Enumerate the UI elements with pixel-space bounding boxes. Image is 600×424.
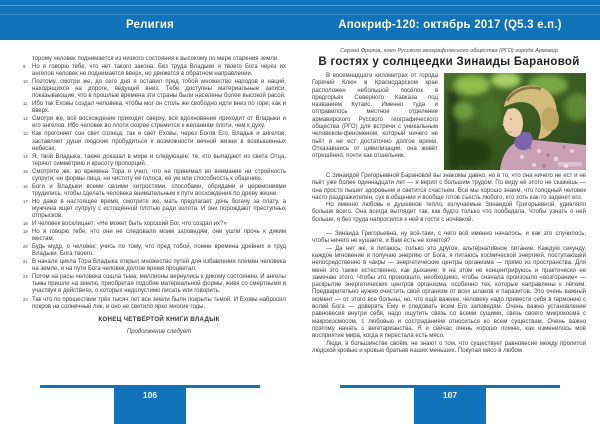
verse-text: Как прогоняет сон свет солнца, так и свет Еховы, через Богов Его, Владык и ангелов, заставляет души людские пробудиться к возможности вечной жизни в возвышенных небесах. <box>32 131 286 152</box>
verse <box>23 259 286 273</box>
verse-number: 22 <box>23 274 28 280</box>
verse <box>23 153 286 168</box>
verse <box>23 296 286 311</box>
verse-text: Но даже в настоящее время, смотрите же, мать предлагает дочь богачу за плату, а мужчина ищет супругу с истощённой плотью ради золота. И они порождают преступных отпрысков. <box>32 198 286 219</box>
verse-number: 21 <box>23 259 28 265</box>
verse-number: 23 <box>23 296 28 302</box>
verse <box>23 244 286 258</box>
verse-list <box>23 56 286 311</box>
verse <box>23 131 286 152</box>
verse-text: Боги и Владыки всеми своими хитростями, способами, обрядами и церемониями трудились, чтобы сделать человека внимательным к пути восхождения по древу жизни. <box>32 183 286 197</box>
verse-text: Смотри же, всё восхождение приходит сверху, всё вдохновение приходит от Владыки и его ангелов. Ибо человек во плоти скорее стремится к желаниям плоти, чем к духу. <box>32 116 286 130</box>
verse-text: В начале цикла Тора Владыка открыл множество путей для избавления племён человека на земле, и на пути Бога человек долгое время процветал. <box>32 259 286 273</box>
verse <box>23 168 286 183</box>
verse <box>23 116 286 130</box>
page-header <box>0 0 600 40</box>
header-stripe <box>0 14 600 15</box>
verse <box>23 229 286 243</box>
verse-number: 11 <box>23 101 28 107</box>
article-paragraph: С Зинаидой Григорьевной Барановой вы знакомы давно, но в то, что она ничего не ест и не пьёт уже более одиннадцати лет — я верил с большим трудом. По виду её этого не скажешь — она просто пышет здоровьем и светится счастьем. Все мы хорошо знаем, что голодный человек часто раздражителен, сух в общении и вообще готов съесть любого, кто хоть как-то заденет его. <box>312 173 586 201</box>
verse-number: 12 <box>23 116 28 122</box>
verse-text: Ибо так Еховы создал человека, чтобы мог он столь же свободно идти вниз по горе, как и вверх. <box>32 101 286 115</box>
verse <box>23 101 286 115</box>
verse-continuation: торому человек поднимается из низкого состояния к высокому по мере старения земли. <box>32 56 279 62</box>
page-number-left: 106 <box>114 385 186 424</box>
article-paragraph: — Да нет же, я питаюсь, только это другое, альтернативное питание. Каждую секунду, каждое мгновение я получаю энергию от Бога, я питаюсь космической энергией, поступающей непосредственно в чакры — энергетические центры организма — прямо из пространства. Для меня это также естественно, как дыхание: я на этом не концентрируюсь и практически не замечаю этого. Чтобы это произошло, необходимо, чтобы сначала произошло «возгорание» — раскрытие энергетических центров организма, особенно тех, которые направлены к лёгким. Предварительно нужно очистить свой организм от всех шлаков и паразитов. Это очень важный момент — от этого все больны, но, что ещё важнее, человеку надо привести себя в гармонию с волей Бога — доверять Ему и следовать всем Его заповедям. Очень важно установление равновесия внутри себя, надо ощутить связь со всеми сущими, связь своего микрокосма с макрокосмосом, с любовью и состраданием относиться ко всем существам. Очень важно поэтому начать с вегетарианства. Я и сейчас очень хорошо помню, как изменилось моё восприятие мира, когда я перестала есть мясо. <box>312 245 586 340</box>
verse <box>23 183 286 198</box>
verse-text: Я, твой Владыка, также доказал в мире и следующее: те, кто выпадают из света Отца, теряют симметрию и красоту пропорций. <box>32 153 286 167</box>
verse-text: Но я говорю тебе, что они не следовали моим заповедям, они ушли прочь к диким местам. <box>32 229 286 243</box>
verse <box>23 64 286 78</box>
verse-number: 13 <box>23 131 28 137</box>
spread-body <box>0 40 600 424</box>
left-page <box>0 40 300 424</box>
verse <box>23 274 286 295</box>
article-paragraph: В восемнадцати километрах от города Горячий Ключ в Краснодарском крае расположен небольшой посёлок в предгорьях Северного Кавказа под названием Кутаис. Именно туда и отправилось местное отделение армавирского Русского географического общества (РГО) для встречи с уникальным человеком-феноменом, который ничего не пьёт и не ест достаточно долгое время. Отказавшись от цивилизации, она живёт отрешённо, почти как отшельник. <box>312 73 438 160</box>
article-paragraph: Но именно любовь и душевное тепло, излучаемые Зинаидой Григорьевной, удивляло больше всего. Она всегда выглядит так, как будто только что пообедала. Чтобы узнать о ней больше, я без труда напросился к ней в гости с ночёвкой. <box>312 202 586 223</box>
verse-text: И человек восклицает: «Не может быть хороший Бог, что создал их?» <box>32 221 227 228</box>
verse-number: 10 <box>23 79 28 85</box>
book-end-line: КОНЕЦ ЧЕТВЁРТОЙ КНИГИ ВЛАДЫК <box>98 315 220 323</box>
article-body <box>312 73 586 355</box>
photo-illustration <box>444 73 586 170</box>
right-page-footer <box>300 385 600 424</box>
verse <box>23 198 286 220</box>
verse-text: Но я говорю тебе, что нет такого закона. Без труда Владыки и твоего Бога через их ангелов человек не поднимается вверх, но движется в обратном направлении. <box>32 64 286 78</box>
to-be-continued: Продолжение следует <box>126 328 192 335</box>
verse-text: Так что по прошествии трёх тысяч лет все земли были покрыты тьмой. И Еховы набросил покров на солнечный лик, и оно не светило ярко многие годы. <box>32 296 286 310</box>
verse-number: 19 <box>23 229 28 235</box>
verse-number: 16 <box>23 183 28 189</box>
left-page-footer <box>0 385 300 424</box>
article-paragraph: — Зинаида Григорьевна, ну всё-таки, с чего всё именно началось, и как это случилось, чтобы ничего не кушаете, и Вам есть не хочется? <box>312 231 586 245</box>
right-page <box>300 40 600 424</box>
verse-number: 15 <box>23 168 28 174</box>
verse-text: Будь мудр, о человек; учись по тому, что пред тобой, помни времена древних и труд Владыки, Бога твоего. <box>32 244 286 258</box>
page-number-right: 107 <box>414 385 486 424</box>
article-paragraph: Люди, в большинстве своём, не знают о том, что существует равновесие между пролитой людской кровью и кровью братьев наших меньших. Покупая мясо в любом <box>312 340 586 354</box>
verse-number: 14 <box>23 153 28 159</box>
photo-zinaida-baranova <box>444 73 586 170</box>
section-title: Религия <box>125 19 175 31</box>
verse-number: 18 <box>23 221 28 227</box>
author-line: Сергей Фролов, член Русского географического общества (РГО) города Армавир <box>340 48 558 54</box>
issue-title: Апокриф-120: октябрь 2017 (Q5.3 е.п.) <box>338 19 562 31</box>
verse <box>23 79 286 100</box>
verse <box>23 221 286 228</box>
verse-text: Потом на расы человека сошла тьма; миллионы вернулись к дикому состоянию. И ангелы тьмы пришли на землю, приобретая подобие материальной формы, живя со смертными и участвуя в действиях, о которых недопустимо писать или говорить. <box>32 274 286 295</box>
verse-text: Смотрите же, во времена Тора я учил, что не принимал во внимание ни стройность супруги, ни формы лица, ни чистоту её голоса, её ум или способность к общению. <box>32 168 286 182</box>
header-stripe <box>0 5 600 6</box>
verse-number: 9 <box>23 64 26 70</box>
verse-number: 17 <box>23 198 28 204</box>
article-title: В гостях у солнцеедки Зинаиды Барановой <box>318 56 580 68</box>
verse-number: 20 <box>23 244 28 250</box>
verse-text: Поэтому, смотри же, до сего дня я оставил пред тобой множество народов и наций, находящихся на дороге, ведущей вниз. Тебе доступны материальные записи, показывающие, что в прошлые времена эти страны были населены более высокой расой. <box>32 79 286 100</box>
